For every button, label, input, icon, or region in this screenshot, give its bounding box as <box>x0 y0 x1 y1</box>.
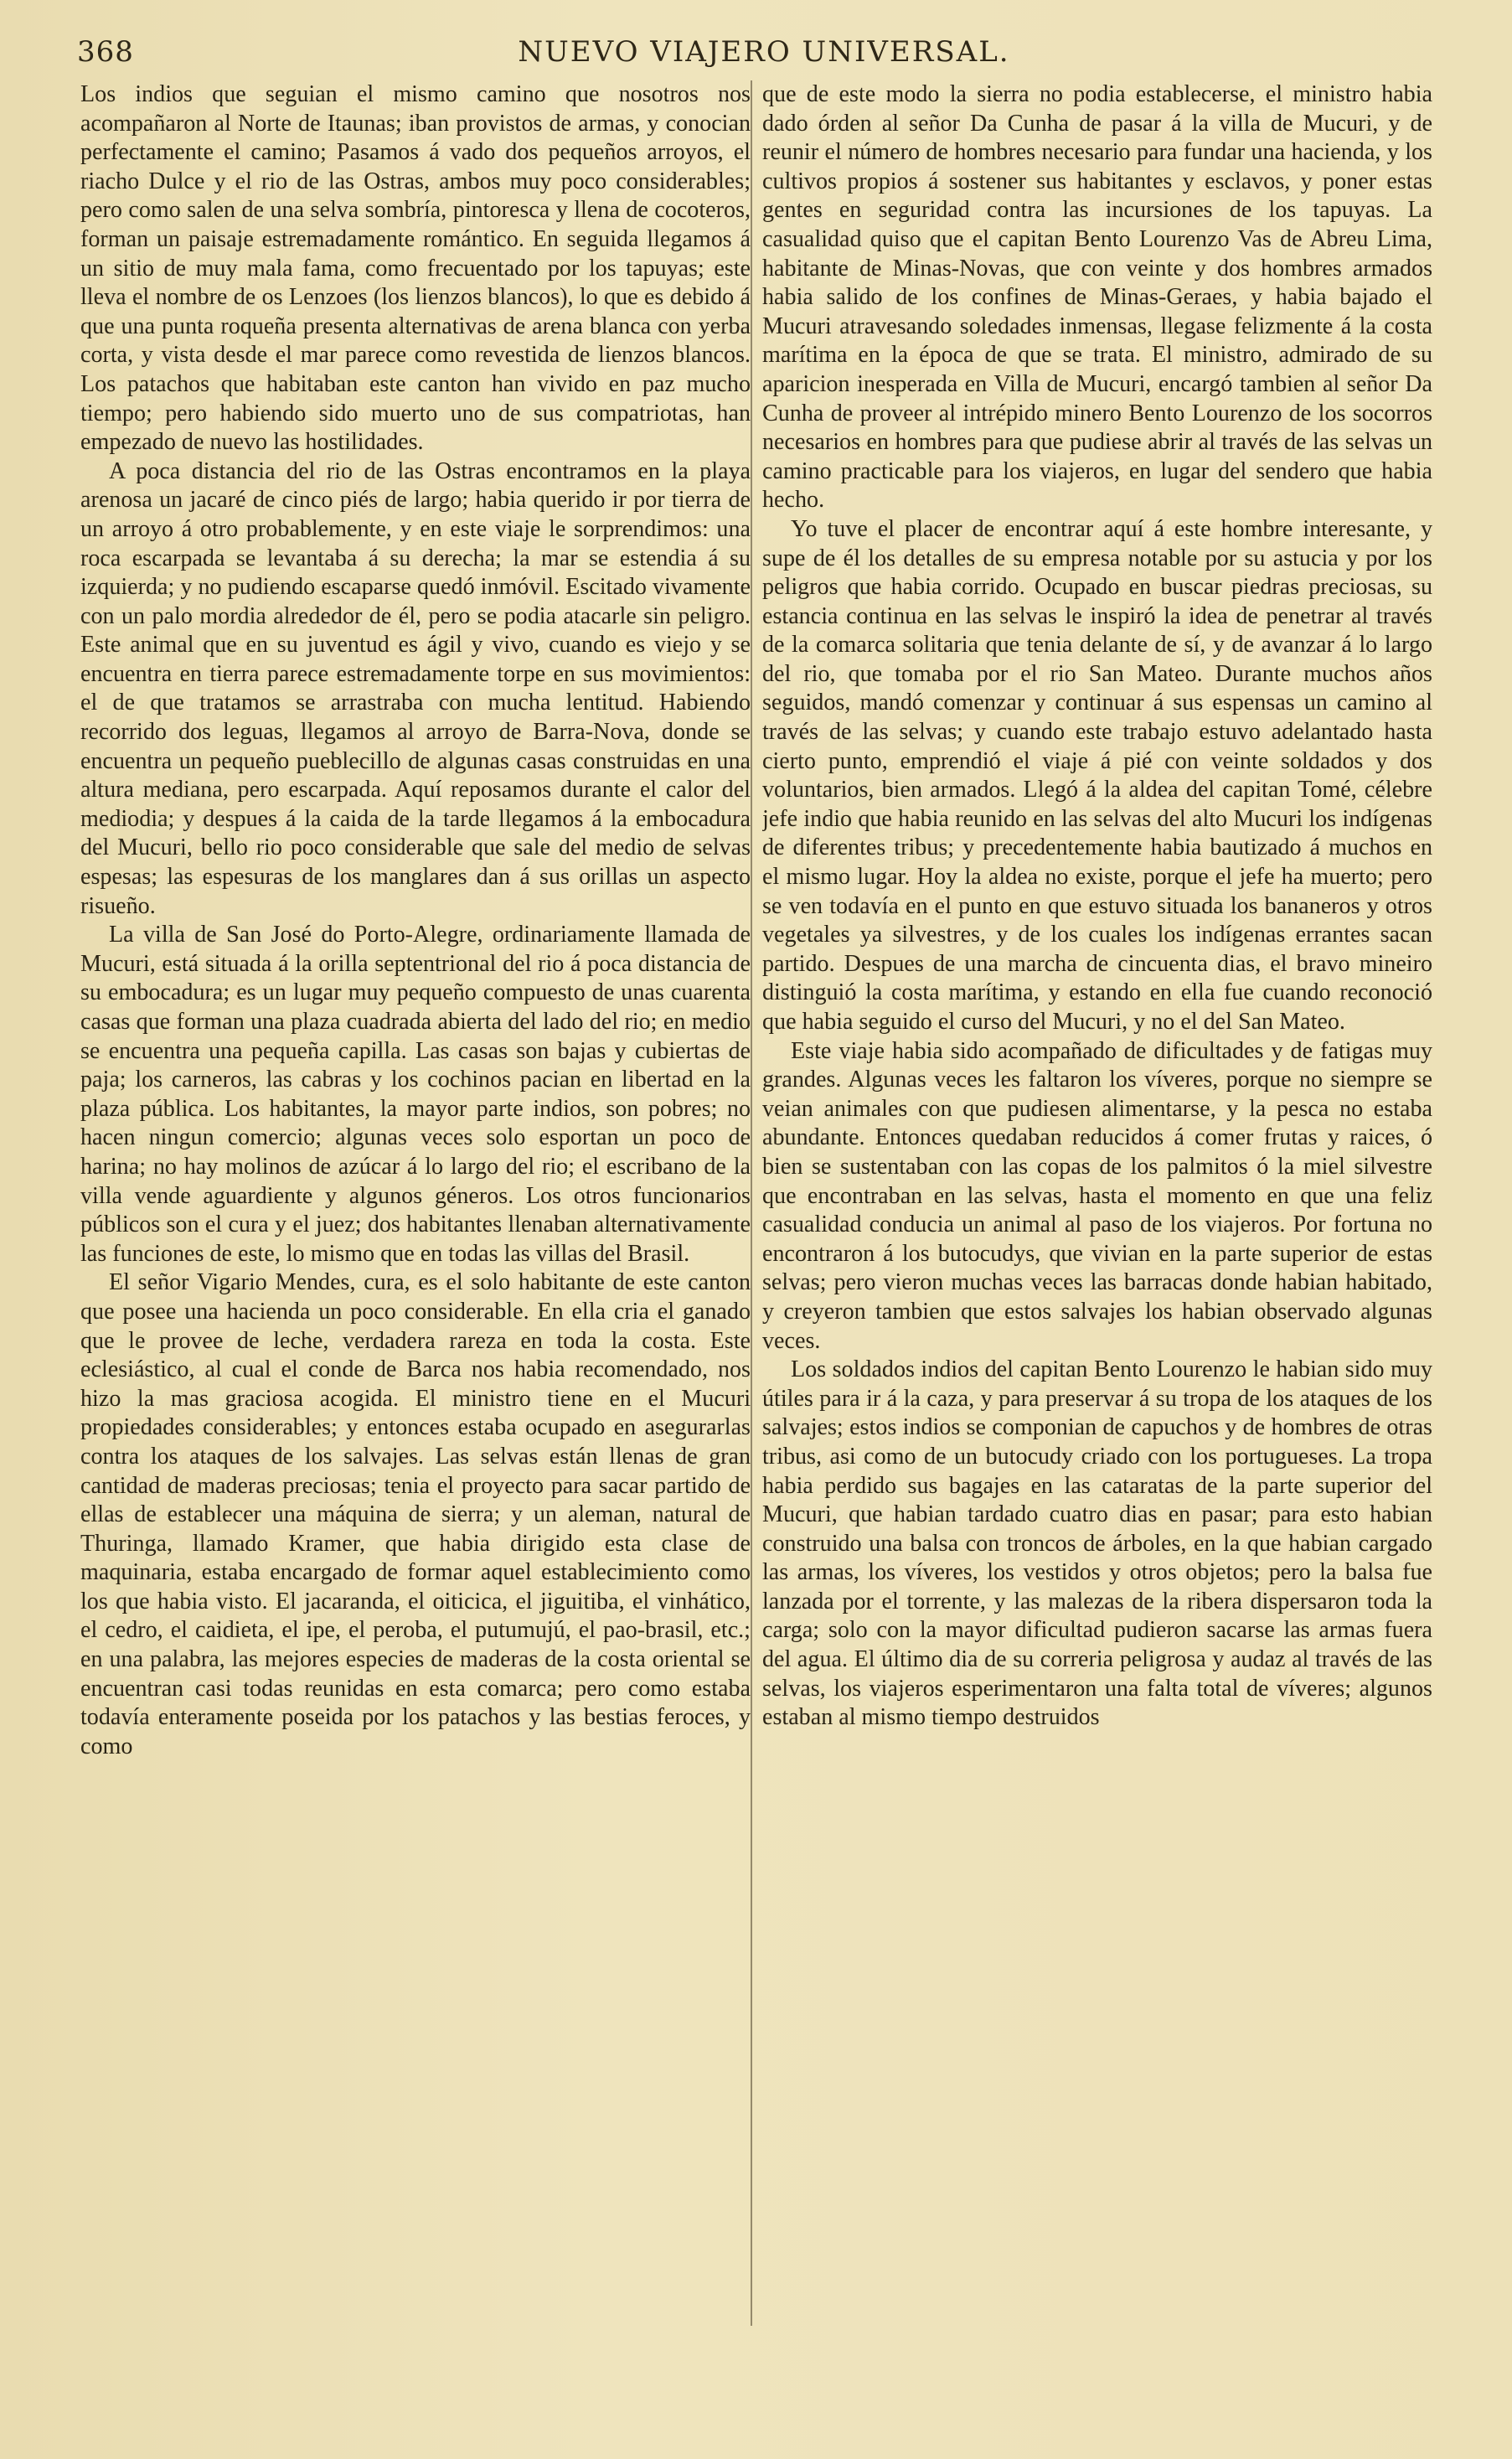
right-text-column <box>762 80 1432 2426</box>
paragraph: El señor Vigario Mendes, cura, es el solo habitante de este canton que posee una hacienda un poco considerable. En ella cria el ganado que le provee de leche, verdadera rareza en toda la costa. Este eclesiástico, al cual el conde de Barca nos habia recomendado, nos hizo la mas graciosa acogida. El ministro tiene en el Mucuri propiedades considerables; y entonces estaba ocupado en asegurarlas contra los ataques de los salvajes. Las selvas están llenas de gran cantidad de maderas preciosas; tenia el proyecto para sacar partido de ellas de establecer una máquina de sierra; y un aleman, natural de Thuringa, llamado Kramer, que habia dirigido esta clase de maquinaria, estaba encargado de formar aquel establecimiento como los que habia visto. El jacaranda, el oiticica, el jiguitiba, el vinhático, el cedro, el caidieta, el ipe, el peroba, el putumujú, el pao-brasil, etc.; en una palabra, las mejores especies de maderas de la costa oriental se encuentran casi todas reunidas en esta comarca; pero como estaba todavía enteramente poseida por los patachos y las bestias feroces, y como <box>80 1269 751 1759</box>
paragraph: Este viaje habia sido acompañado de dificultades y de fatigas muy grandes. Algunas veces les faltaron los víveres, porque no siempre se veian animales con que pudiesen alimentarse, y la pesca no estaba abundante. Entonces quedaban reducidos á comer frutas y raices, ó bien se sustentaban con las copas de los palmitos ó la miel silvestre que encontraban en las selvas, hasta el momento en que una feliz casualidad conducia un animal al paso de los viajeros. Por fortuna no encontraron á los butocudys, que vivian en la parte superior de estas selvas; pero vieron muchas veces las barracas donde habian habitado, y creyeron tambien que estos salvajes los habian observado algunas veces. <box>762 1037 1432 1354</box>
page-header <box>77 32 1451 74</box>
paragraph: A poca distancia del rio de las Ostras encontramos en la playa arenosa un jacaré de cinco piés de largo; habia querido ir por tierra de un arroyo á otro probablemente, y en este viaje le sorprendimos: una roca escarpada se levantaba á su derecha; la mar se estendia á su izquierda; y no pudiendo escaparse quedó inmóvil. Escitado vivamente con un palo mordia alrededor de él, pero se podia atacarle sin peligro. Este animal que en su juventud es ágil y vivo, cuando es viejo y se encuentra en tierra parece estremadamente torpe en sus movimientos: el de que tratamos se arrastraba con mucha lentitud. Habiendo recorrido dos leguas, llegamos al arroyo de Barra-Nova, donde se encuentra un pequeño pueblecillo de algunas casas construidas en una altura mediana, pero escarpada. Aquí reposamos durante el calor del mediodia; y despues á la caida de la tarde llegamos á la embocadura del Mucuri, bello rio poco considerable que sale del medio de selvas espesas; las espesuras de los manglares dan á sus orillas un aspecto risueño. <box>80 457 751 919</box>
paragraph: La villa de San José do Porto-Alegre, ordinariamente llamada de Mucuri, está situada á la orilla septentrional del rio á poca distancia de su embocadura; es un lugar muy pequeño compuesto de unas cuarenta casas que forman una plaza cuadrada abierta del lado del rio; en medio se encuentra una pequeña capilla. Las casas son bajas y cubiertas de paja; los carneros, las cabras y los cochinos pacian en libertad en la plaza pública. Los habitantes, la mayor parte indios, son pobres; no hacen ningun comercio; algunas veces solo esportan un poco de harina; no hay molinos de azúcar á lo largo del rio; el escribano de la villa vende aguardiente y algunos géneros. Los otros funcionarios públicos son el cura y el juez; dos habitantes llenaban alternativamente las funciones de este, lo mismo que en todas las villas del Brasil. <box>80 922 751 1267</box>
paragraph: que de este modo la sierra no podia establecerse, el ministro habia dado órden al señor Da Cunha de pasar á la villa de Mucuri, y de reunir el número de hombres necesario para fundar una hacienda, y los cultivos propios á sostener sus habitantes y esclavos, y poner estas gentes en seguridad contra las incursiones de los tapuyas. La casualidad quiso que el capitan Bento Lourenzo Vas de Abreu Lima, habitante de Minas-Novas, que con veinte y dos hombres armados habia salido de los confines de Minas-Geraes, y habia bajado el Mucuri atravesando soledades inmensas, llegase felizmente á la costa marítima en la época de que se trata. El ministro, admirado de su aparicion inesperada en Villa de Mucuri, encargó tambien al señor Da Cunha de proveer al intrépido minero Bento Lourenzo de los socorros necesarios en hombres para que pudiese abrir al través de las selvas un camino practicable para los viajeros, en lugar del sendero que habia hecho. <box>762 81 1432 514</box>
column-divider <box>751 80 752 2326</box>
paragraph: Yo tuve el placer de encontrar aquí á este hombre interesante, y supe de él los detalles de su empresa notable por su astucia y por los peligros que habia corrido. Ocupado en buscar piedras preciosas, su estancia continua en las selvas le inspiró la idea de penetrar al través de la comarca solitaria que tenia delante de sí, y de avanzar á lo largo del rio, que tomaba por el rio San Mateo. Durante muchos años seguidos, mandó comenzar y continuar á sus espensas un camino al través de las selvas; y cuando este trabajo estuvo adelantado hasta cierto punto, emprendió el viaje á pié con veinte soldados y dos voluntarios, bien armados. Llegó á la aldea del capitan Tomé, célebre jefe indio que habia reunido en las selvas del alto Mucuri los indígenas de diferentes tribus; y precedentemente habia bautizado á muchos en el mismo lugar. Hoy la aldea no existe, porque el jefe ha muerto; pero se ven todavía en el punto en que estuvo situada los bananeros y otros vegetales ya silvestres, y de los cuales los indígenas errantes sacan partido. Despues de una marcha de cincuenta dias, el bravo mineiro distinguió la costa marítima, y estando en ella fue cuando reconoció que habia seguido el curso del Mucuri, y no el del San Mateo. <box>762 515 1432 1035</box>
page-number: 368 <box>77 35 134 69</box>
paragraph: Los indios que seguian el mismo camino que nosotros nos acompañaron al Norte de Itaunas; iban provistos de armas, y conocian perfectamente el camino; Pasamos á vado dos pequeños arroyos, el riacho Dulce y el rio de las Ostras, ambos muy poco considerables; pero como salen de una selva sombría, pintoresca y llena de cocoteros, forman un paisaje estremadamente romántico. En seguida llegamos á un sitio de muy mala fama, como frecuentado por los tapuyas; este lleva el nombre de os Lenzoes (los lienzos blancos), lo que es debido á que una punta roqueña presenta alternativas de arena blanca con yerba corta, y vista desde el mar parece como revestida de lienzos blancos. Los patachos que habitaban este canton han vivido en paz mucho tiempo; pero habiendo sido muerto uno de sus compatriotas, han empezado de nuevo las hostilidades. <box>80 81 751 456</box>
running-title: NUEVO VIAJERO UNIVERSAL. <box>518 35 1010 69</box>
left-text-column <box>80 80 751 2426</box>
paragraph: Los soldados indios del capitan Bento Lourenzo le habian sido muy útiles para ir á la caza, y para preservar á su tropa de los ataques de los salvajes; estos indios se componian de capuchos y de hombres de otras tribus, asi como de un butocudy criado con los portugueses. La tropa habia perdido sus bagajes en las cataratas de la parte superior del Mucuri, que habian tardado cuatro dias en pasar; para esto habian construido una balsa con troncos de árboles, en la que habian cargado las armas, los víveres, los vestidos y otros objetos; pero la balsa fue lanzada por el torrente, y las malezas de la ribera dispersaron toda la carga; solo con la mayor dificultad pudieron sacarse las armas fuera del agua. El último dia de su correria peligrosa y audaz al través de las selvas, los viajeros esperimentaron una falta total de víveres; algunos estaban al mismo tiempo destruidos <box>762 1356 1432 1731</box>
